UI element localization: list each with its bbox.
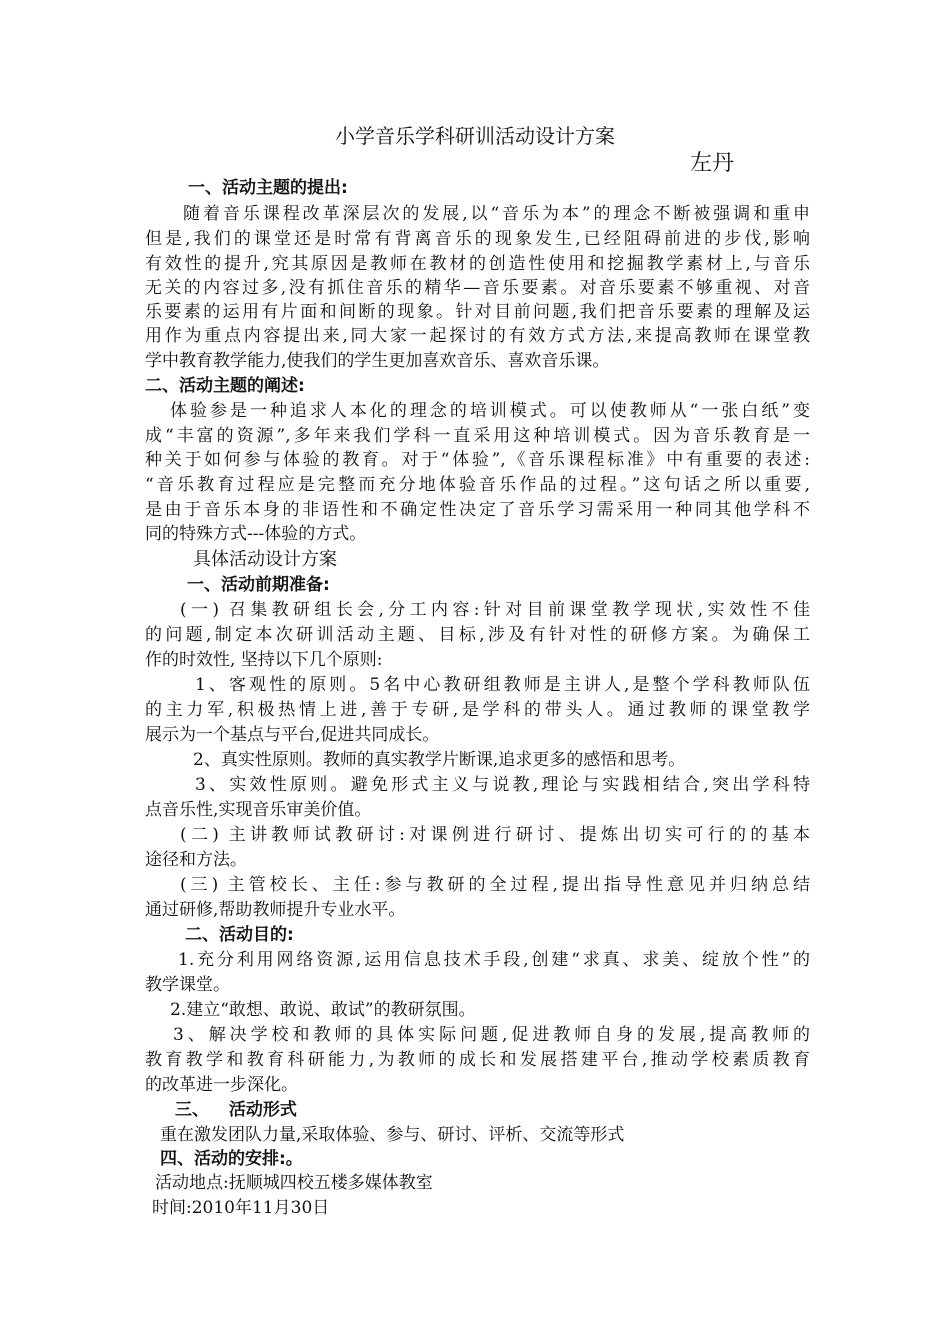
paragraph-line: (一) 召集教研组长会,分工内容:针对目前课堂教学现状,实效性不佳 [180, 600, 810, 620]
activity-location: 活动地点:抚顺城四校五楼多媒体教室 [155, 1173, 433, 1193]
paragraph-line: 的问题,制定本次研训活动主题、目标,涉及有针对性的研修方案。为确保工 [145, 625, 810, 645]
paragraph-line: 3、解决学校和教师的具体实际问题,促进教师自身的发展,提高教师的 [173, 1025, 810, 1045]
paragraph-line: (三) 主管校长、主任:参与教研的全过程,提出指导性意见并归纳总结 [180, 875, 810, 895]
paragraph-line: 成“丰富的资源”,多年来我们学科一直采用这种培训模式。因为音乐教育是一 [145, 426, 810, 446]
paragraph-line: 1.充分利用网络资源,运用信息技术手段,创建“求真、求美、绽放个性”的 [178, 950, 810, 970]
paragraph-line: 有效性的提升,究其原因是教师在教材的创造性使用和挖掘教学素材上,与音乐 [145, 254, 810, 274]
paragraph-line: 展示为一个基点与平台,促进共同成长。 [145, 725, 440, 745]
paragraph-line: 途径和方法。 [145, 850, 247, 870]
paragraph-line: 2、真实性原则。教师的真实教学片断课,追求更多的感悟和思考。 [193, 750, 686, 770]
paragraph-line: 重在激发团队力量,采取体验、参与、研讨、评析、交流等形式 [160, 1125, 625, 1145]
paragraph-line: 的主力军,积极热情上进,善于专研,是学科的带头人。通过教师的课堂教学 [145, 700, 810, 720]
paragraph-line: 用作为重点内容提出来,同大家一起探讨的有效方式方法,来提高教师在课堂教 [145, 326, 810, 346]
activity-time: 时间:2010年11月30日 [152, 1198, 330, 1218]
paragraph-line: 体验参是一种追求人本化的理念的培训模式。可以使教师从“一张白纸”变 [170, 401, 810, 421]
paragraph-line: 教学课堂。 [145, 975, 230, 995]
paragraph-line: 点音乐性,实现音乐审美价值。 [145, 800, 372, 820]
heading-format: 三、 活动形式 [175, 1100, 297, 1120]
paragraph-line: (二) 主讲教师试教研讨:对课例进行研讨、提炼出切实可行的的基本 [180, 825, 810, 845]
heading-section-2: 二、活动主题的阐述: [145, 376, 305, 396]
paragraph-line: 学中教育教学能力,使我们的学生更加喜欢音乐、喜欢音乐课。 [145, 351, 610, 371]
document-title: 小学音乐学科研训活动设计方案 [335, 124, 615, 148]
paragraph-line: 3、实效性原则。避免形式主义与说教,理论与实践相结合,突出学科特 [195, 775, 810, 795]
paragraph-line: 的改革进一步深化。 [145, 1075, 298, 1095]
heading-section-1: 一、活动主题的提出: [188, 178, 348, 198]
paragraph-line: 无关的内容过多,没有抓住音乐的精华—音乐要素。对音乐要素不够重视、对音 [145, 278, 810, 298]
paragraph-line: 种关于如何参与体验的教育。对于“体验”,《音乐课程标准》中有重要的表述: [145, 450, 810, 470]
heading-arrangement: 四、活动的安排:。 [160, 1149, 303, 1169]
paragraph-line: 教育教学和教育科研能力,为教师的成长和发展搭建平台,推动学校素质教育 [145, 1050, 810, 1070]
paragraph-line: 随着音乐课程改革深层次的发展,以“音乐为本”的理念不断被强调和重申 [183, 204, 810, 224]
document-author: 左丹 [690, 151, 735, 176]
paragraph-line: 1、客观性的原则。5名中心教研组教师是主讲人,是整个学科教师队伍 [195, 675, 810, 695]
paragraph-line: “音乐教育过程应是完整而充分地体验音乐作品的过程。”这句话之所以重要, [145, 475, 810, 495]
heading-preparation: 一、活动前期准备: [187, 575, 330, 595]
paragraph-line: 是由于音乐本身的非语性和不确定性决定了音乐学习需采用一种同其他学科不 [145, 500, 810, 520]
subtitle-plan: 具体活动设计方案 [193, 549, 337, 570]
paragraph-line: 乐要素的运用有片面和间断的现象。针对目前问题,我们把音乐要素的理解及运 [145, 302, 810, 322]
paragraph-line: 作的时效性, 坚持以下几个原则: [145, 650, 383, 670]
paragraph-line: 同的特殊方式---体验的方式。 [145, 524, 367, 544]
paragraph-line: 但是,我们的课堂还是时常有背离音乐的现象发生,已经阻碍前进的步伐,影响 [145, 229, 810, 249]
paragraph-line: 2.建立“敢想、敢说、敢试”的教研氛围。 [170, 1000, 476, 1020]
heading-purpose: 二、活动目的: [185, 925, 294, 945]
paragraph-line: 通过研修,帮助教师提升专业水平。 [145, 900, 406, 920]
